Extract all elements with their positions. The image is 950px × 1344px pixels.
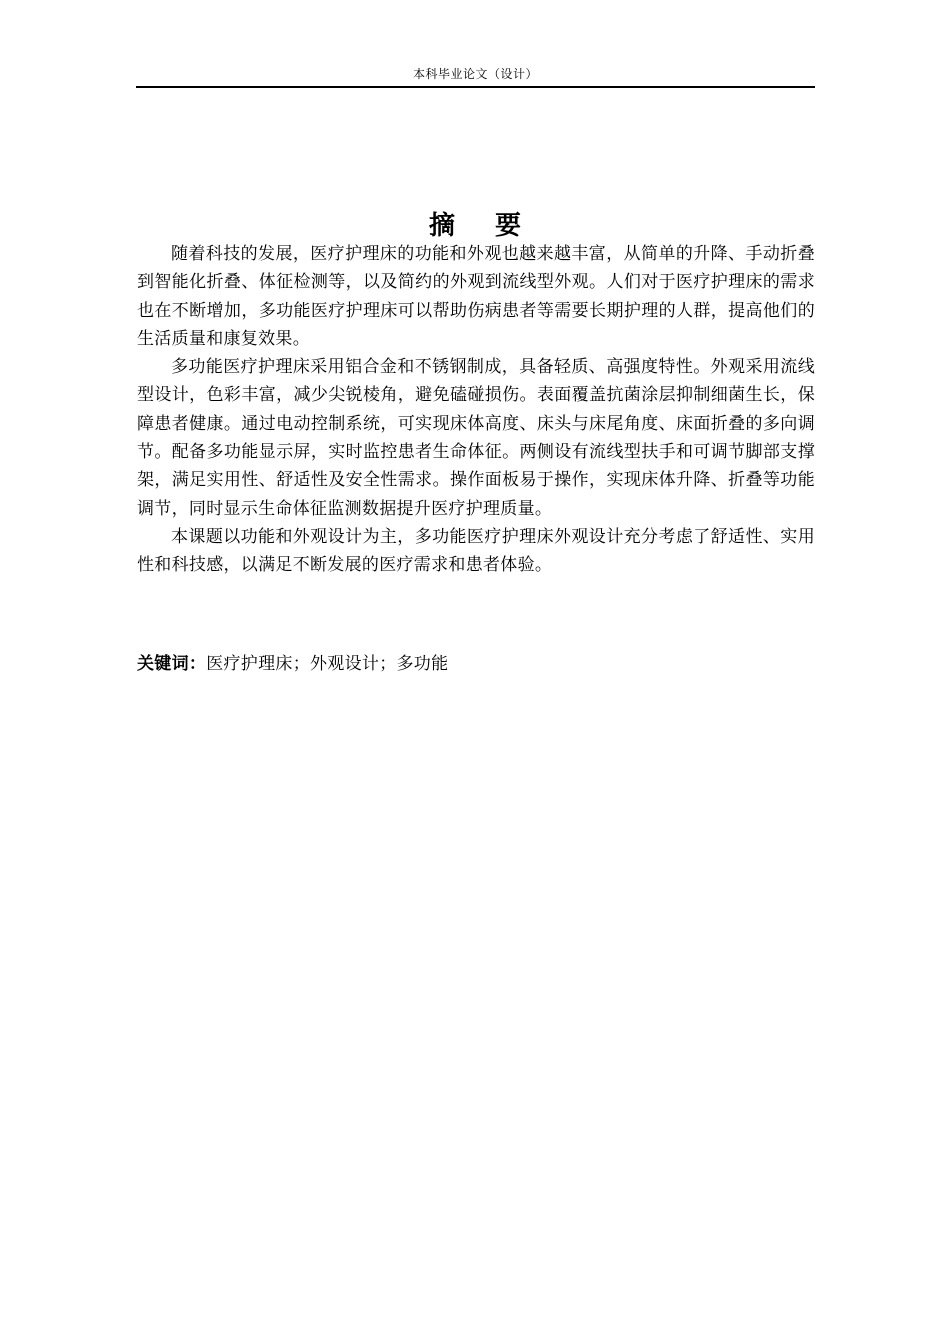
abstract-body	[137, 240, 815, 580]
keywords-line	[137, 650, 815, 678]
keywords-label: 关键词：	[137, 654, 207, 674]
abstract-paragraph-2: 多功能医疗护理床采用铝合金和不锈钢制成，具备轻质、高强度特性。外观采用流线型设计，色彩丰富，减少尖锐棱角，避免磕碰损伤。表面覆盖抗菌涂层抑制细菌生长，保障患者健康。通过电动控制系统，可实现床体高度、床头与床尾角度、床面折叠的多向调节。配备多功能显示屏，实时监控患者生命体征。两侧设有流线型扶手和可调节脚部支撑架，满足实用性、舒适性及安全性需求。操作面板易于操作，实现床体升降、折叠等功能调节，同时显示生命体征监测数据提升医疗护理质量。	[137, 357, 815, 519]
abstract-paragraph-1: 随着科技的发展，医疗护理床的功能和外观也越来越丰富，从简单的升降、手动折叠到智能化折叠、体征检测等，以及简约的外观到流线型外观。人们对于医疗护理床的需求也在不断增加，多功能医疗护理床可以帮助伤病患者等需要长期护理的人群，提高他们的生活质量和康复效果。	[137, 244, 815, 349]
title-char-2: 要	[495, 211, 522, 241]
abstract-paragraph-3: 本课题以功能和外观设计为主，多功能医疗护理床外观设计充分考虑了舒适性、实用性和科技感，以满足不断发展的医疗需求和患者体验。	[137, 526, 815, 576]
keywords-value: 医疗护理床；外观设计；多功能	[206, 654, 449, 674]
page-header	[136, 64, 815, 88]
header-text: 本科毕业论文（设计）	[412, 67, 538, 81]
title-char-1: 摘	[428, 211, 455, 241]
